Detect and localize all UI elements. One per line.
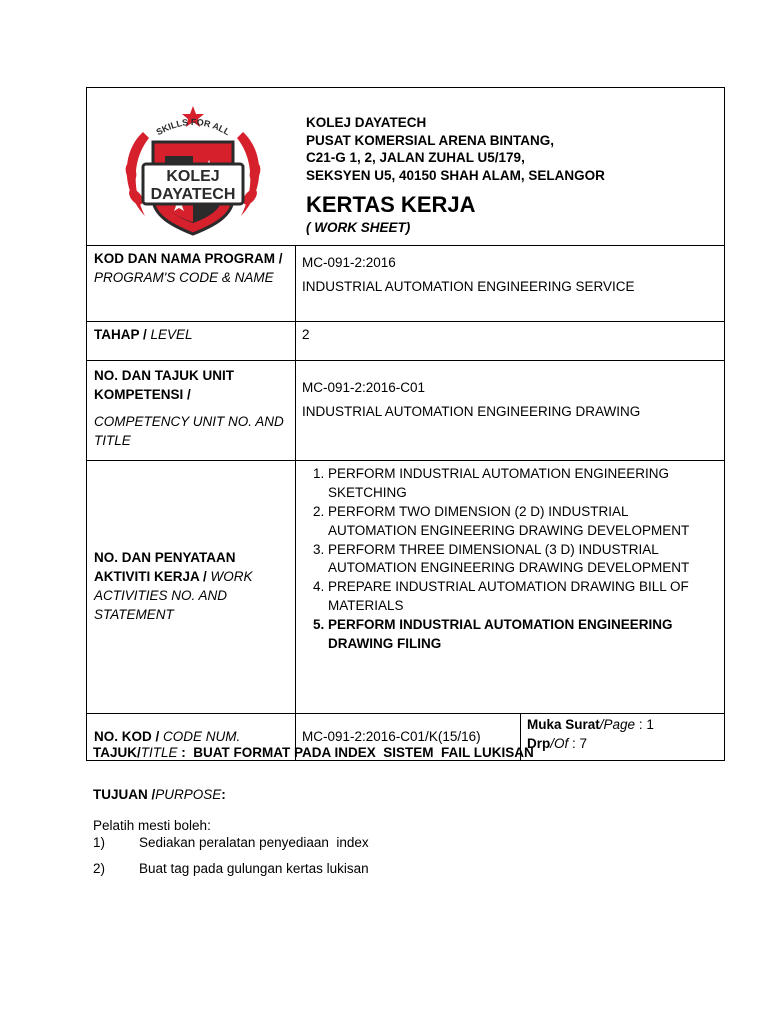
code-label: NO. KOD / CODE NUM. [87,714,296,761]
logo-text-line2: DAYATECH [150,186,236,203]
address-line: KOLEJ DAYATECH [306,115,427,130]
address-line: C21-G 1, 2, JALAN ZUHAL U5/179, [306,150,525,165]
program-value [296,246,725,322]
address-line: PUSAT KOMERSIAL ARENA BINTANG, [306,132,555,148]
college-address [306,114,605,184]
header-cell [87,88,725,246]
worksheet-table [86,87,725,761]
address-line: SEKSYEN U5, 40150 SHAH ALAM, SELANGOR [306,167,605,183]
list-item: 3. PERFORM THREE DIMENSIONAL (3 D) INDUSTRIAL AUTOMATION ENGINEERING DRAWING DEVELOPMENT [328,541,716,579]
worksheet-title-line: TAJUK/TITLE : BUAT FORMAT PADA INDEX SISTEM FAIL LUKISAN [93,745,534,760]
list-item: 2. PERFORM TWO DIMENSION (2 D) INDUSTRIAL AUTOMATION ENGINEERING DRAWING DEVELOPMENT [328,503,716,541]
worksheet [86,87,723,761]
level-label: TAHAP / LEVEL [87,322,296,361]
code-value: MC-091-2:2016-C01/K(15/16) [296,714,521,761]
unit-title: INDUSTRIAL AUTOMATION ENGINEERING DRAWING [302,403,641,419]
objective-item: 1) Sediakan peralatan penyediaan index [93,835,369,850]
level-value: 2 [296,322,725,361]
document-title: KERTAS KERJA [306,192,476,217]
activities-label: NO. DAN PENYATAAN AKTIVITI KERJA / WORK ACTIVITIES NO. AND STATEMENT [87,461,296,714]
list-item: 4. PREPARE INDUSTRIAL AUTOMATION DRAWING BILL OF MATERIALS [328,578,716,616]
program-label: KOD DAN NAMA PROGRAM / PROGRAM'S CODE & NAME [87,246,296,322]
unit-code: MC-091-2:2016-C01 [302,380,426,395]
logo-text-line1: KOLEJ [166,168,220,185]
college-logo [109,102,277,242]
page-total: Drp/Of : 7 [527,736,588,751]
document-subtitle: ( WORK SHEET) [306,220,411,235]
unit-value [296,361,725,461]
svg-text:SKILLS FOR ALL [154,117,232,137]
program-code: MC-091-2:2016 [302,255,396,270]
logo-top-text: SKILLS FOR ALL [154,116,232,138]
purpose-intro: Pelatih mesti boleh: [93,818,211,833]
page-info [521,714,725,761]
list-item: 1. PERFORM INDUSTRIAL AUTOMATION ENGINEERING SKETCHING [328,465,716,503]
objective-item: 2) Buat tag pada gulungan kertas lukisan [93,861,369,876]
activity-list [302,465,716,654]
list-item: 5. PERFORM INDUSTRIAL AUTOMATION ENGINEERING DRAWING FILING [328,616,716,654]
activities-value [296,461,725,714]
page-number: Muka Surat/Page : 1 [527,717,654,732]
program-name: INDUSTRIAL AUTOMATION ENGINEERING SERVICE [302,278,635,294]
purpose-heading: TUJUAN /PURPOSE: [93,787,226,802]
unit-label: NO. DAN TAJUK UNIT KOMPETENSI / COMPETENCY UNIT NO. AND TITLE [87,361,296,461]
worksheet-title: BUAT FORMAT PADA INDEX SISTEM FAIL LUKISAN [193,745,534,760]
